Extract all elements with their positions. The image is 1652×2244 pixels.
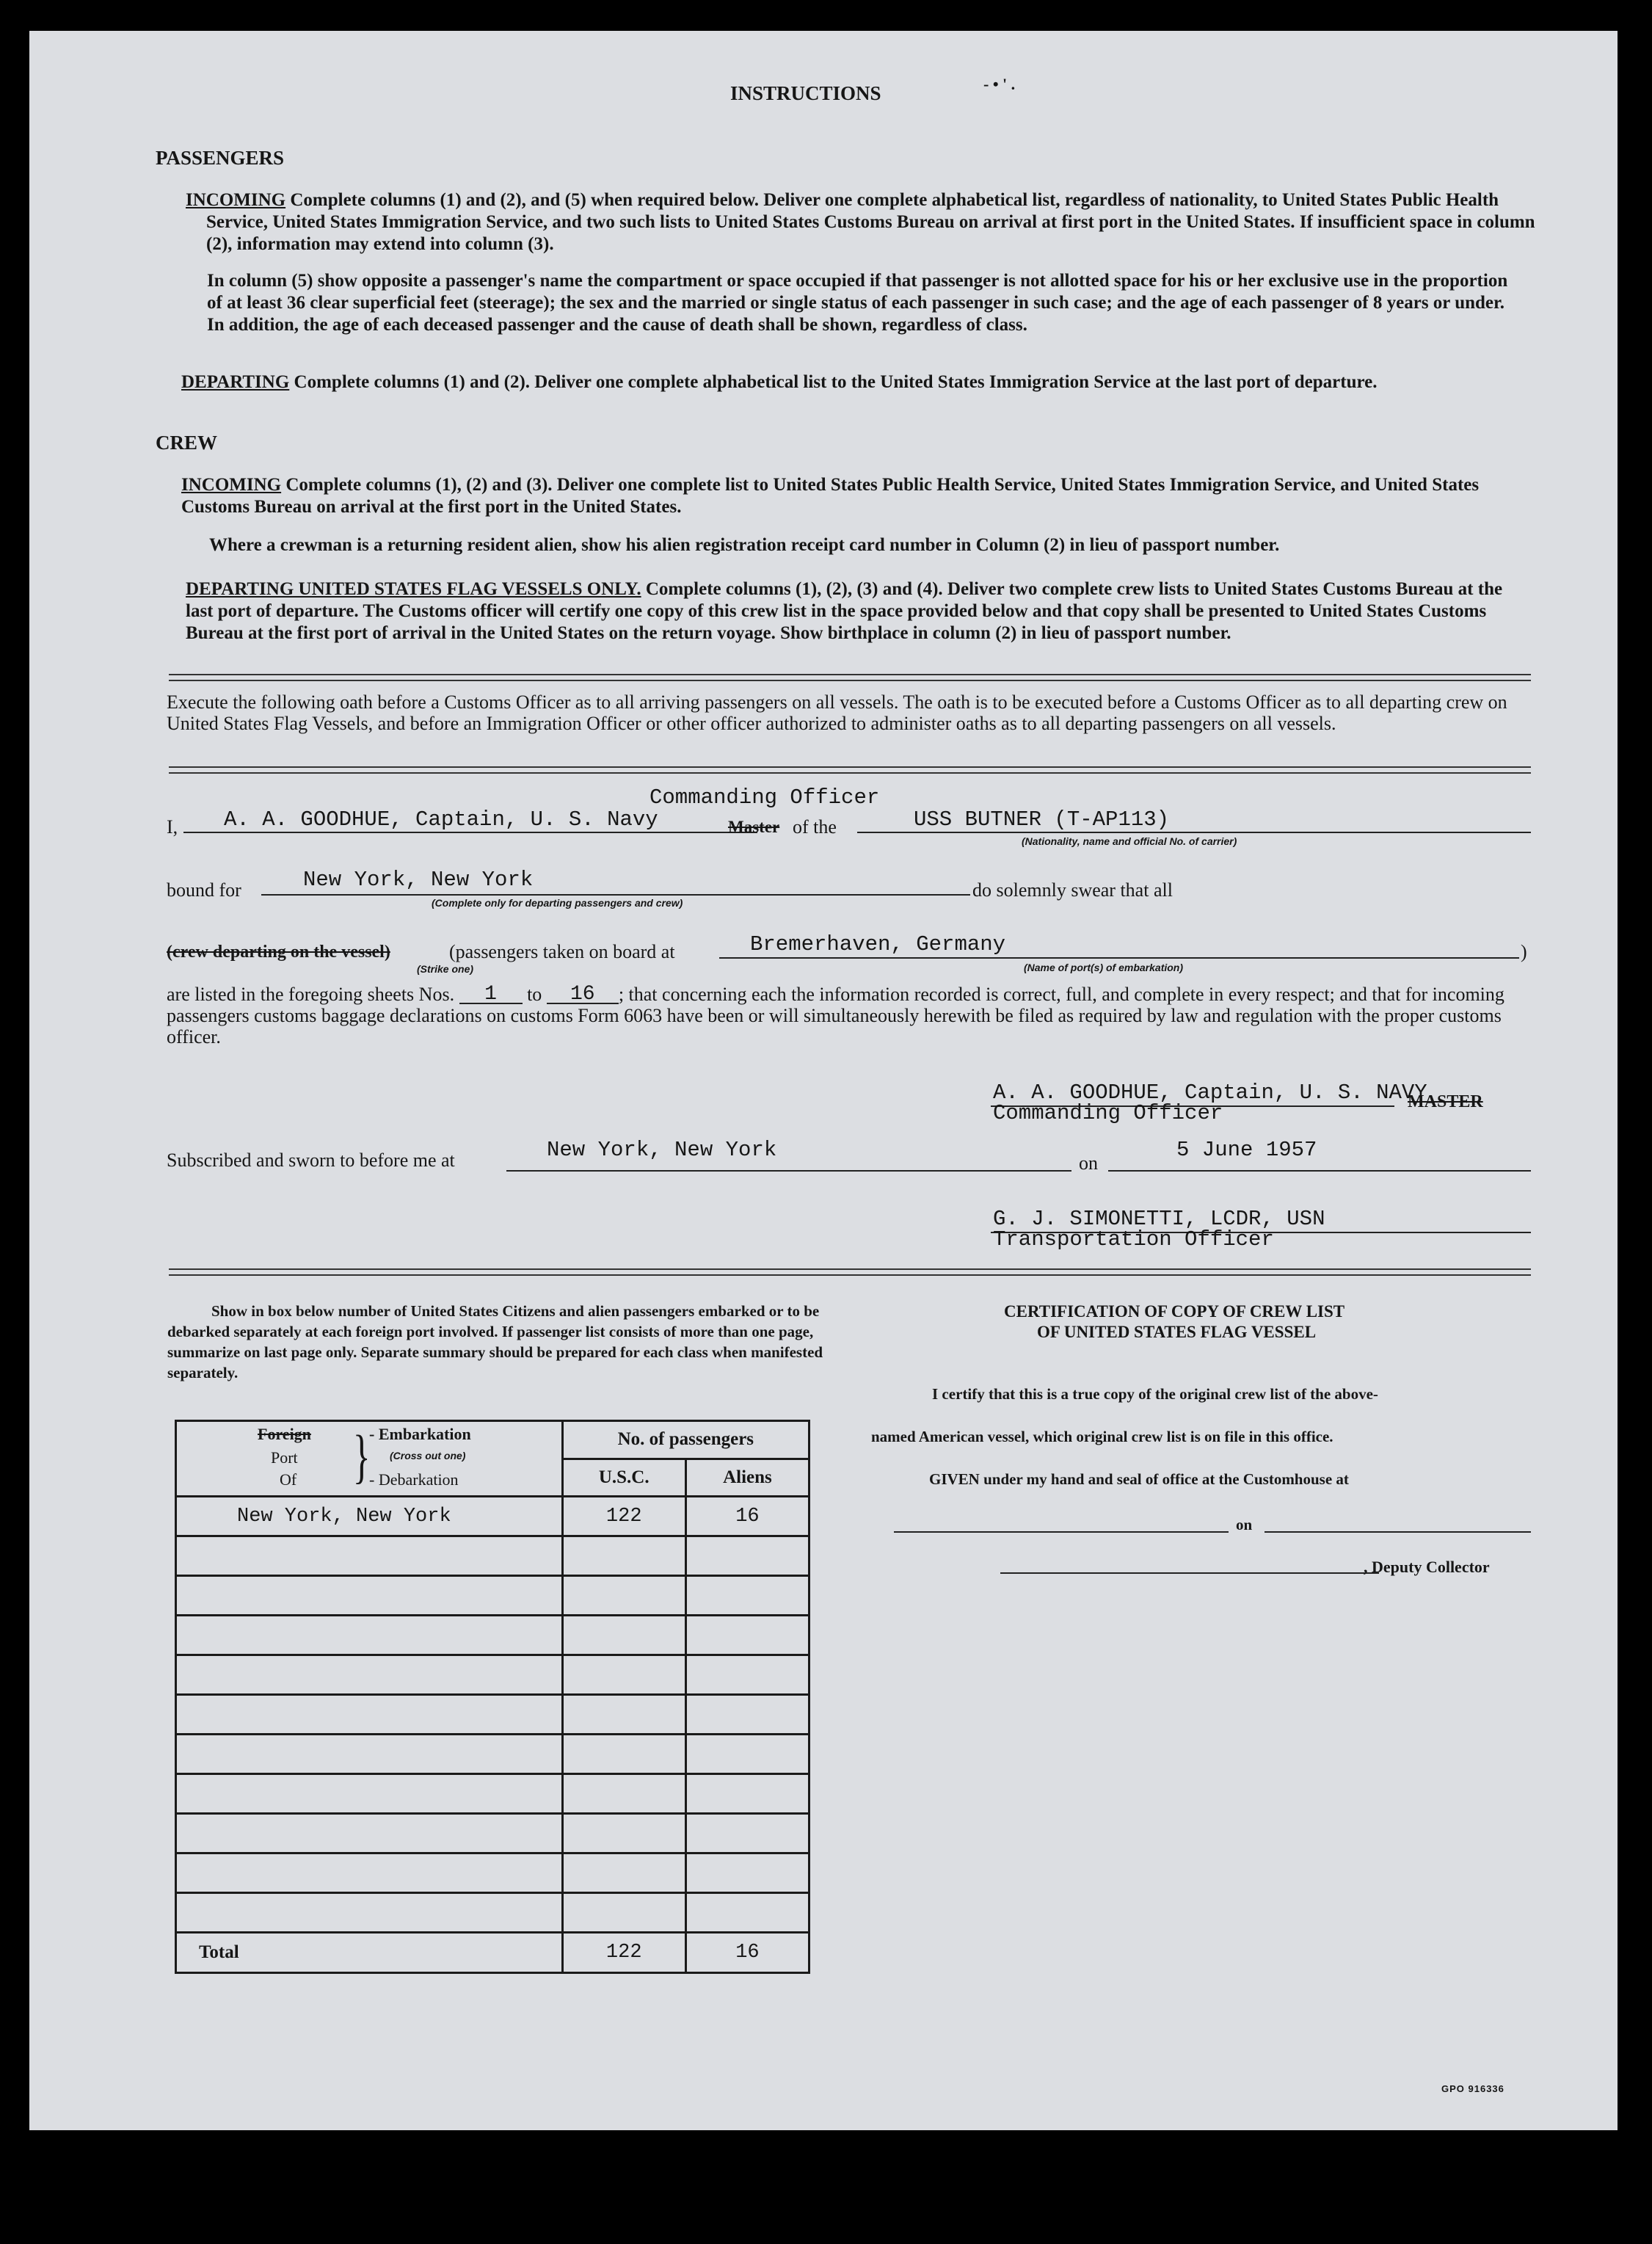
passengers-incoming-label: INCOMING	[186, 190, 286, 210]
row-port-cell	[176, 1853, 563, 1893]
row-aliens-cell	[685, 1576, 809, 1616]
row-port-cell	[176, 1655, 563, 1695]
cert-deputy-label: , Deputy Collector	[1364, 1558, 1490, 1576]
oath-of-the: of the	[793, 816, 837, 838]
officer-name: G. J. SIMONETTI, LCDR, USN	[993, 1207, 1325, 1231]
officer-title: Transportation Officer	[993, 1227, 1274, 1252]
hdr-of: Of	[280, 1470, 297, 1489]
row-port-cell	[176, 1814, 563, 1853]
sworn-place-line	[506, 1170, 1071, 1172]
table-row	[176, 1576, 809, 1616]
row-aliens-cell	[685, 1536, 809, 1576]
row-aliens-cell: 16	[685, 1497, 809, 1536]
stray-marks: - • ' .	[983, 75, 1016, 93]
cert-line1: I certify that this is a true copy of the original crew list of the above-	[932, 1385, 1378, 1403]
gpo-footer: GPO 916336	[1441, 2083, 1504, 2094]
total-aliens: 16	[685, 1933, 809, 1973]
sheet-from: 1	[459, 987, 523, 1004]
row-port-cell: New York, New York	[176, 1497, 563, 1536]
bound-for-caption: (Complete only for departing passengers and crew)	[432, 897, 683, 909]
row-aliens-cell	[685, 1695, 809, 1735]
table-row	[176, 1893, 809, 1933]
row-usc-cell	[562, 1735, 685, 1774]
oath-intro: Execute the following oath before a Customs Officer as to all arriving passengers on all vessels. The oath is to be executed before a Customs Officer as to all departing crew on United States Flag Vessels, and before an Immigration Officer or other officer authorized to administer oaths as to all departing passengers on all vessels.	[167, 691, 1507, 734]
table-row	[176, 1853, 809, 1893]
cert-title-line1: CERTIFICATION OF COPY OF CREW LIST	[1004, 1302, 1345, 1321]
sworn-date: 5 June 1957	[1176, 1138, 1317, 1162]
passengers-heading: PASSENGERS	[156, 147, 285, 169]
passengers-incoming-paragraph	[186, 189, 1542, 255]
total-row	[176, 1933, 809, 1973]
subscribed-label: Subscribed and sworn to before me at	[167, 1150, 455, 1171]
oath-listed-paragraph	[167, 984, 1524, 1047]
passengers-departing-paragraph	[181, 371, 1521, 393]
row-port-cell	[176, 1774, 563, 1814]
hdr-port: Port	[271, 1448, 298, 1467]
crew-departing-text: Complete columns (1), (2), (3) and (4). Deliver two complete crew lists to United States Customs Bureau at the last port of departure. The Customs officer will certify one copy of this crew list in the space provided below and that copy shall be presented to United States Customs Bureau at the first port of arrival in the United States on the return voyage. Show birthplace in column (2) in lieu of passport number.	[186, 579, 1503, 643]
signature-title: Commanding Officer	[993, 1101, 1223, 1125]
bound-for-line	[261, 894, 970, 896]
oath-master-struck: Master	[728, 818, 780, 836]
listed-text: are listed in the foregoing sheets Nos.	[167, 984, 455, 1005]
divider-double-2	[169, 766, 1531, 774]
hdr-aliens: Aliens	[685, 1459, 809, 1497]
crew-resident-paragraph: Where a crewman is a returning resident alien, show his alien registration receipt card number in Column (2) in lieu of passport number.	[209, 535, 1280, 555]
table-row	[176, 1735, 809, 1774]
crew-departing-struck: (crew departing on the vessel)	[167, 943, 390, 962]
embark-port: Bremerhaven, Germany	[750, 932, 1006, 956]
port-header-cell	[176, 1421, 563, 1497]
vessel-line	[857, 832, 1531, 833]
table-row	[176, 1497, 809, 1536]
oath-vessel: USS BUTNER (T-AP113)	[914, 807, 1170, 832]
row-port-cell	[176, 1695, 563, 1735]
passengers-departing-text: Complete columns (1) and (2). Deliver one complete alphabetical list to the United States Immigration Service at the last port of departure.	[294, 372, 1378, 392]
row-port-cell	[176, 1536, 563, 1576]
row-port-cell	[176, 1576, 563, 1616]
sheet-to: 16	[547, 987, 619, 1004]
cert-line3: GIVEN under my hand and seal of office at the Customhouse at	[929, 1470, 1349, 1488]
row-usc-cell	[562, 1774, 685, 1814]
row-usc-cell	[562, 1576, 685, 1616]
signature-master: MASTER	[1408, 1092, 1483, 1111]
table-row	[176, 1814, 809, 1853]
crew-incoming-label: INCOMING	[181, 475, 282, 495]
hdr-no-passengers: No. of passengers	[562, 1421, 809, 1459]
signature-name: A. A. GOODHUE, Captain, U. S. NAVY	[993, 1081, 1427, 1105]
crew-heading: CREW	[156, 432, 218, 454]
row-port-cell	[176, 1893, 563, 1933]
table-row	[176, 1616, 809, 1655]
form-page	[29, 31, 1618, 2130]
swear-text: do solemnly swear that all	[972, 879, 1173, 901]
vessel-caption: (Nationality, name and official No. of carrier)	[1022, 835, 1237, 847]
table-row	[176, 1655, 809, 1695]
divider-double-3	[169, 1268, 1531, 1276]
row-aliens-cell	[685, 1814, 809, 1853]
sworn-place: New York, New York	[547, 1138, 777, 1162]
cert-title-line2: OF UNITED STATES FLAG VESSEL	[1037, 1323, 1317, 1341]
summary-instruction: Show in box below number of United States Citizens and alien passengers embarked or to be debarked separately at each foreign port involved. If passenger list consists of more than one page, summarize on last page only. Separate summary should be prepared for each class when manifested separately.	[167, 1302, 823, 1381]
instructions-title: INSTRUCTIONS	[730, 82, 881, 104]
oath-master-name: A. A. GOODHUE, Captain, U. S. Navy	[224, 807, 658, 832]
total-usc: 122	[562, 1933, 685, 1973]
crew-incoming-paragraph	[181, 474, 1521, 518]
sworn-date-line	[1108, 1170, 1531, 1172]
row-aliens-cell	[685, 1616, 809, 1655]
table-row	[176, 1695, 809, 1735]
bound-for-value: New York, New York	[303, 868, 534, 892]
cert-place-line	[894, 1531, 1229, 1533]
oath-i-label: I,	[167, 816, 178, 838]
crew-incoming-text: Complete columns (1), (2) and (3). Deliver one complete list to United States Public Health Service, United States Immigration Service, and United States Customs Bureau on arrival at the first port in the United States.	[181, 475, 1480, 517]
row-port-cell	[176, 1616, 563, 1655]
row-aliens-cell	[685, 1655, 809, 1695]
strike-caption: (Strike one)	[417, 963, 474, 975]
sworn-on-label: on	[1079, 1152, 1098, 1174]
oath-title-typed: Commanding Officer	[649, 785, 880, 810]
crew-departing-label: DEPARTING UNITED STATES FLAG VESSELS ONLY.	[186, 579, 641, 599]
hdr-debarkation: - Debarkation	[369, 1470, 459, 1489]
bound-for-label: bound for	[167, 879, 241, 901]
brace-glyph: }	[352, 1423, 371, 1489]
row-usc-cell	[562, 1695, 685, 1735]
embark-caption: (Name of port(s) of embarkation)	[1024, 962, 1184, 973]
close-paren: )	[1521, 941, 1527, 962]
row-usc-cell	[562, 1616, 685, 1655]
hdr-embarkation: - Embarkation	[369, 1425, 471, 1443]
hdr-foreign: Foreign	[258, 1425, 311, 1443]
table-row	[176, 1536, 809, 1576]
cert-date-line	[1265, 1531, 1531, 1533]
rest-text: ; that concerning each the information recorded is correct, full, and complete in every respect; and that for incoming passengers customs baggage declarations on customs Form 6063 have been or will simultaneously herewith be filed as required by law and regulation with the proper customs officer.	[167, 984, 1504, 1047]
port-summary-table	[175, 1420, 810, 1974]
row-aliens-cell	[685, 1735, 809, 1774]
passengers-column5-paragraph: In column (5) show opposite a passenger's name the compartment or space occupied if that passenger is not allotted space for his or her exclusive use in the proportion of at least 36 clear superficial feet (steerage); the sex and the married or single status of each passenger in such case; and the age of each passenger of 8 years or under. In addition, the age of each deceased passenger and the cause of death shall be shown, regardless of class.	[207, 271, 1508, 335]
embark-port-line	[719, 957, 1519, 959]
passengers-departing-label: DEPARTING	[181, 372, 290, 392]
row-aliens-cell	[685, 1774, 809, 1814]
row-aliens-cell	[685, 1893, 809, 1933]
total-label: Total	[176, 1933, 563, 1973]
row-aliens-cell	[685, 1853, 809, 1893]
port-rows	[176, 1497, 809, 1933]
row-usc-cell	[562, 1893, 685, 1933]
row-usc-cell	[562, 1536, 685, 1576]
hdr-cross: (Cross out one)	[390, 1450, 466, 1461]
row-usc-cell	[562, 1655, 685, 1695]
row-port-cell	[176, 1735, 563, 1774]
table-row	[176, 1774, 809, 1814]
to-label: to	[527, 984, 542, 1005]
row-usc-cell	[562, 1814, 685, 1853]
cert-on-label: on	[1236, 1516, 1253, 1533]
master-name-line	[183, 832, 757, 833]
divider-double-1	[169, 674, 1531, 681]
crew-departing-paragraph	[186, 578, 1521, 644]
passengers-incoming-text: Complete columns (1) and (2), and (5) when required below. Deliver one complete alphabetical list, regardless of nationality, to United States Public Health Service, United States Immigration Service, and two such lists to United States Customs Bureau on arrival at first port in the United States. If insufficient space in column (2), information may extend into column (3).	[206, 190, 1535, 254]
cert-deputy-line	[1000, 1572, 1379, 1574]
row-usc-cell	[562, 1853, 685, 1893]
passengers-taken-text: (passengers taken on board at	[449, 941, 675, 962]
row-usc-cell: 122	[562, 1497, 685, 1536]
cert-line2: named American vessel, which original crew list is on file in this office.	[871, 1428, 1333, 1445]
hdr-usc: U.S.C.	[562, 1459, 685, 1497]
